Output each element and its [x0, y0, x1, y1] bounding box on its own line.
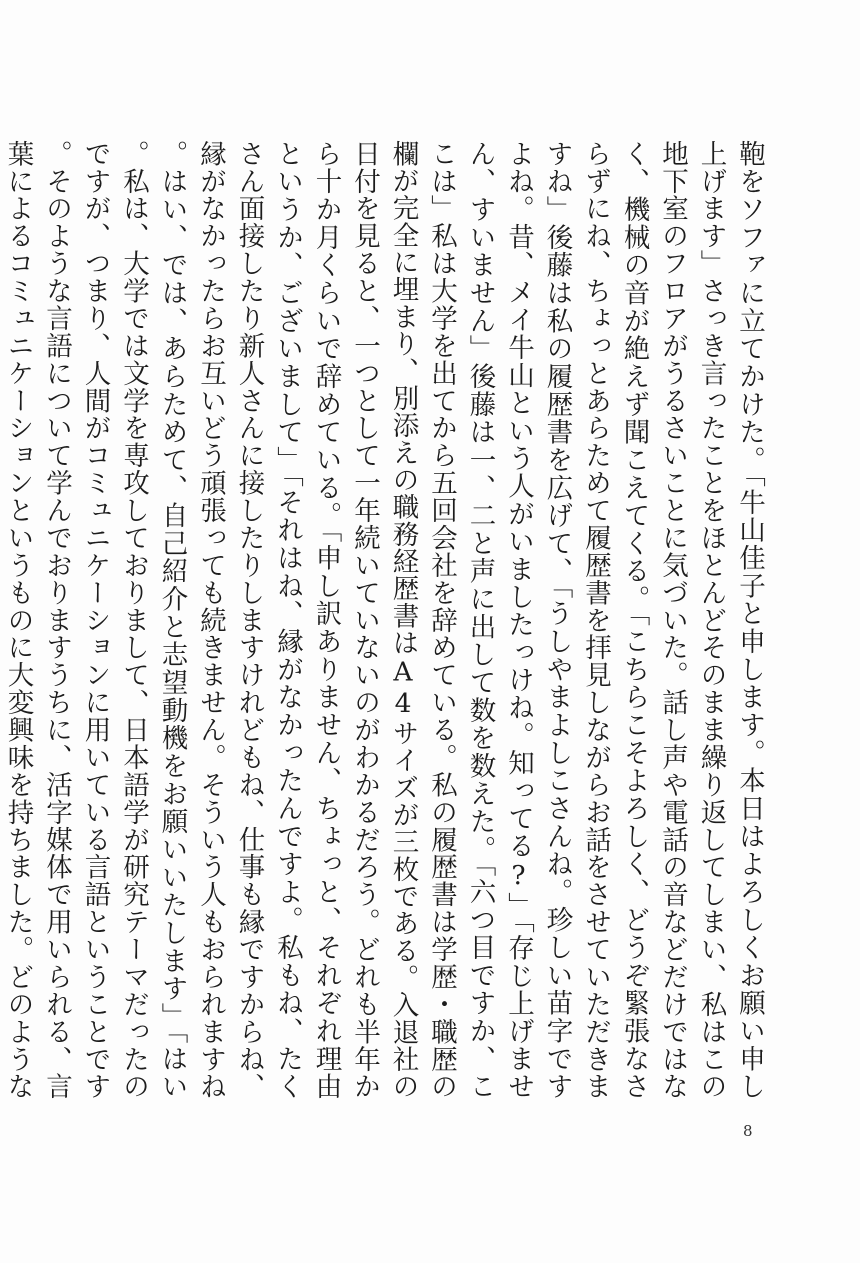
- page-number: 8: [743, 1122, 753, 1140]
- body-text: 鞄をソファに立てかけた。「牛山佳子と申します。本日はよろしくお願い申し上げます」さっき言ったことをほとんどそのまま繰り返してしまい、私はこの地下室のフロアがうるさいことに気づいた。話し声や電話の音などだけではなく、機械の音が絶えず聞こえてくる。「こちらこそよろしく、どうぞ緊張なさらずにね、ちょっとあらためて履歴書を拝見しながらお話をさせていただきますね」後藤は私の履歴書を広げて、「うしやまよしこさんね。珍しい苗字ですよね。昔、メイ牛山という人がいましたっけね。知ってる?」「存じ上げません、すいません」後藤は一、二と声に出して数を数えた。「六つ目ですか、ここは」私は大学を出てから五回会社を辞めている。私の履歴書は学歴・職歴の欄が完全に埋まり、別添えの職務経歴書はA4サイズが三枚である。入退社の日付を見ると、一つとして一年続いていないのがわかるだろう。どれも半年から十か月くらいで辞めている。「申し訳ありません、ちょっと、それぞれ理由というか、ございまして」「それはね、縁がなかったんですよ。私もね、たくさん面接したり新人さんに接したりしますけれどもね、仕事も縁ですからね、縁がなかったらお互いどう頑張っても続きません。そういう人もおられますね。はい、では、あらためて、自己紹介と志望動機をお願いいたします」「はい。私は、大学では文学を専攻しておりまして、日本語学が研究テーマだったのですが、つまり、人間がコミュニケーションに用いている言語ということです。そのような言語について学んでおりますうちに、活字媒体で用いられる、言葉によるコミュニケーションというものに大変興味を持ちました。どのような: [2, 140, 765, 1100]
